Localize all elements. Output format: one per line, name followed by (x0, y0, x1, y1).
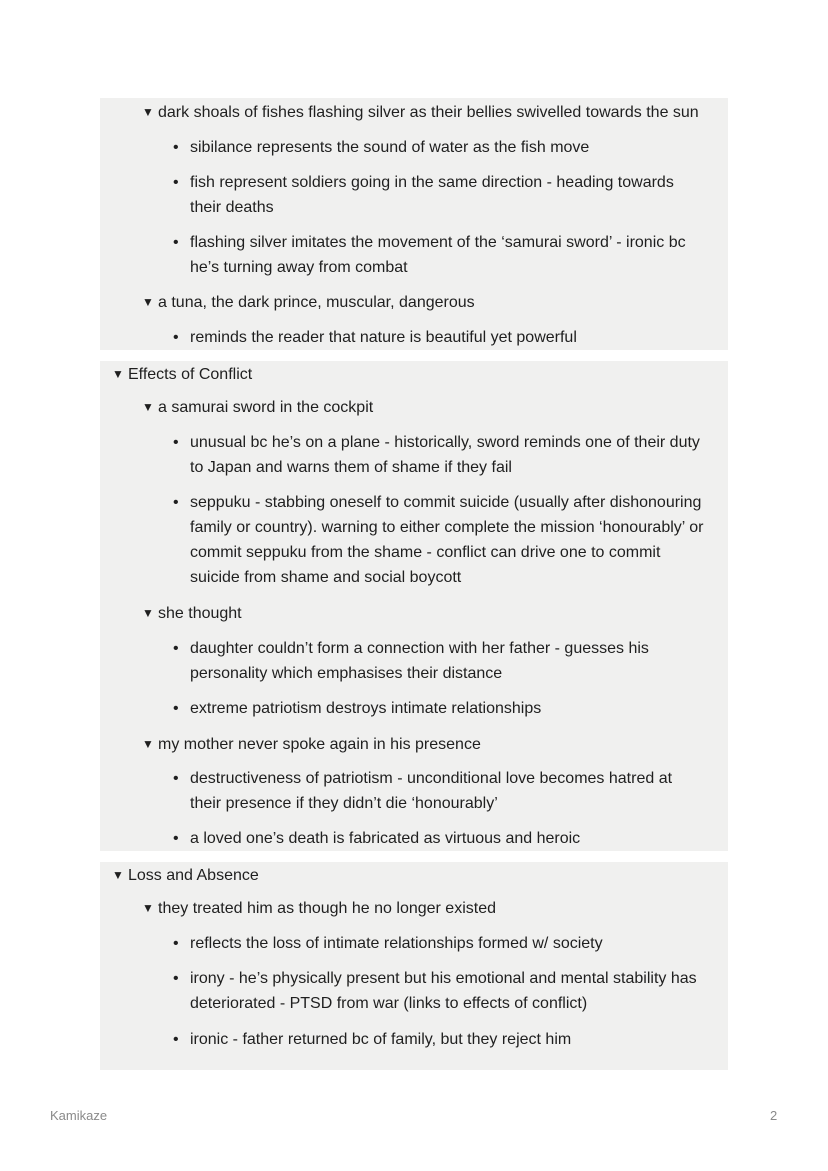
toggle-item[interactable] (142, 100, 699, 126)
toggle-item-label: a samurai sword in the cockpit (158, 399, 374, 416)
bullet-dot-icon: • (173, 640, 179, 657)
bullet-dot-icon: • (173, 174, 179, 191)
bullet-text-line: a loved one’s death is fabricated as virtuous and heroic (190, 830, 581, 847)
bullet-dot-icon: • (173, 139, 179, 156)
section-heading[interactable] (112, 362, 252, 388)
bullet-text-line: to Japan and warns them of shame if they fail (190, 459, 512, 476)
toggle-arrow-icon[interactable]: ▼ (142, 606, 154, 620)
toggle-item[interactable] (142, 732, 481, 758)
toggle-item-label: dark shoals of fishes flashing silver as their bellies swivelled towards the sun (158, 104, 699, 121)
bullet-text-line: seppuku - stabbing oneself to commit suicide (usually after dishonouring (190, 494, 702, 511)
bullet-text-line: personality which emphasises their distance (190, 665, 503, 682)
bullet-text-line: family or country). warning to either complete the mission ‘honourably’ or (190, 519, 704, 536)
toggle-arrow-icon[interactable]: ▼ (142, 295, 154, 309)
bullet-text-line: their presence if they didn’t die ‘honourably’ (190, 795, 498, 812)
toggle-item-label: they treated him as though he no longer existed (158, 900, 496, 917)
bullet-text-line: sibilance represents the sound of water as the fish move (190, 139, 590, 156)
bullet-dot-icon: • (173, 970, 179, 987)
bullet-text-line: reflects the loss of intimate relationships formed w/ society (190, 935, 603, 952)
toggle-item-label: my mother never spoke again in his presence (158, 736, 481, 753)
toggle-item[interactable] (142, 896, 496, 922)
toggle-arrow-icon[interactable]: ▼ (142, 901, 154, 915)
bullet-dot-icon: • (173, 830, 179, 847)
bullet-text-line: ironic - father returned bc of family, but they reject him (190, 1031, 572, 1048)
bullet-text-line: daughter couldn’t form a connection with her father - guesses his (190, 640, 649, 657)
section-heading-label: Loss and Absence (128, 867, 259, 884)
bullet-dot-icon: • (173, 234, 179, 251)
toggle-item-label: a tuna, the dark prince, muscular, dangerous (158, 294, 475, 311)
bullet-text-line: fish represent soldiers going in the same direction - heading towards (190, 174, 674, 191)
section-heading-label: Effects of Conflict (128, 366, 253, 383)
page-number: 2 (770, 1108, 778, 1123)
toggle-arrow-icon[interactable]: ▼ (112, 367, 124, 381)
bullet-text-line: irony - he’s physically present but his emotional and mental stability has (190, 970, 697, 987)
bullet-dot-icon: • (173, 700, 179, 717)
bullet-text-line: he’s turning away from combat (190, 259, 408, 276)
toggle-item[interactable] (142, 290, 475, 316)
bullet-dot-icon: • (173, 434, 179, 451)
bullet-text-line: extreme patriotism destroys intimate relationships (190, 700, 542, 717)
toggle-item-label: she thought (158, 605, 242, 622)
bullet-text-line: flashing silver imitates the movement of the ‘samurai sword’ - ironic bc (190, 234, 686, 251)
toggle-arrow-icon[interactable]: ▼ (142, 400, 154, 414)
footer-title: Kamikaze (50, 1108, 108, 1123)
bullet-text-line: destructiveness of patriotism - unconditional love becomes hatred at (190, 770, 673, 787)
bullet-text-line: suicide from shame and social boycott (190, 569, 462, 586)
toggle-item[interactable] (142, 395, 373, 421)
bullet-dot-icon: • (173, 935, 179, 952)
section-heading[interactable] (112, 863, 259, 889)
toggle-arrow-icon[interactable]: ▼ (142, 737, 154, 751)
toggle-arrow-icon[interactable]: ▼ (142, 105, 154, 119)
bullet-dot-icon: • (173, 329, 179, 346)
bullet-text-line: commit seppuku from the shame - conflict can drive one to commit (190, 544, 661, 561)
bullet-dot-icon: • (173, 494, 179, 511)
toggle-item[interactable] (142, 601, 242, 627)
bullet-text-line: reminds the reader that nature is beautiful yet powerful (190, 329, 577, 346)
bullet-text-line: deteriorated - PTSD from war (links to effects of conflict) (190, 995, 588, 1012)
bullet-dot-icon: • (173, 1031, 179, 1048)
bullet-dot-icon: • (173, 770, 179, 787)
bullet-text-line: unusual bc he’s on a plane - historically, sword reminds one of their duty (190, 434, 700, 451)
toggle-arrow-icon[interactable]: ▼ (112, 868, 124, 882)
bullet-text-line: their deaths (190, 199, 274, 216)
